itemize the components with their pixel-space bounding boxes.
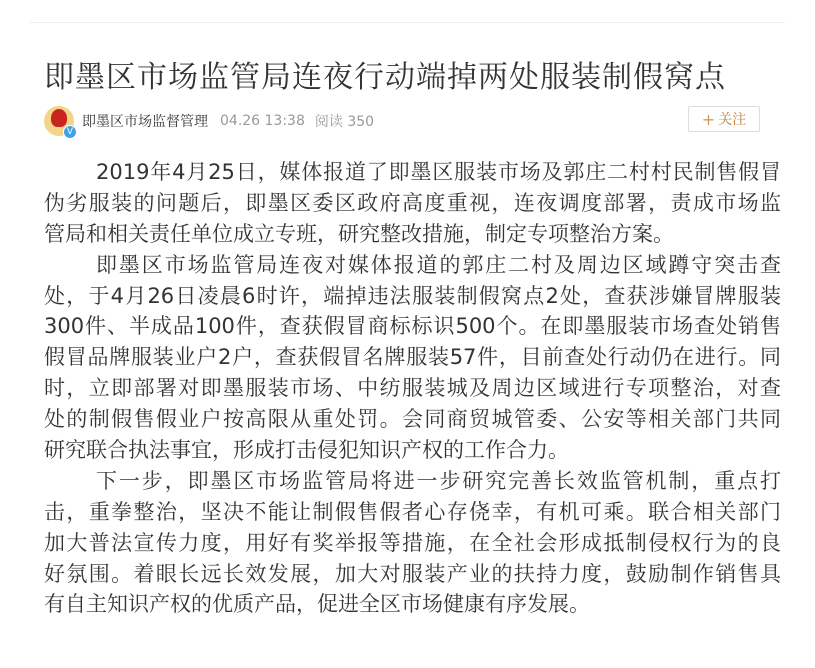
plus-icon: + <box>701 109 716 129</box>
paragraph-line: 管局和相关责任单位成立专班，研究整改措施，制定专项整治方案。 <box>44 221 674 246</box>
publish-time: 04.26 13:38 <box>220 113 305 129</box>
paragraph-line: 伪劣服装的问题后，即墨区委区政府高度重视，连夜调度部署，责成市场监 <box>44 190 781 215</box>
follow-label: 关注 <box>718 112 747 128</box>
paragraph <box>44 466 781 620</box>
paragraph-line: 研究联合执法事宜，形成打击侵犯知识产权的工作合力。 <box>44 438 569 463</box>
paragraph-line: 假冒品牌服装业户2户，查获假冒名牌服装57件，目前查处行动仍在进行。同 <box>44 345 781 370</box>
author-name[interactable]: 即墨区市场监督管理 <box>82 114 208 130</box>
paragraph-line: 击，重拳整治，坚决不能让制假售假者心存侥幸，有机可乘。联合相关部门 <box>44 499 781 524</box>
paragraph <box>44 157 781 250</box>
paragraph-line: 下一步，即墨区市场监管局将进一步研究完善长效监管机制，重点打 <box>96 468 781 493</box>
paragraph-line: 即墨区市场监管局连夜对媒体报道的郭庄二村及周边区域蹲守突击查 <box>96 252 781 277</box>
paragraph-line: 加大普法宣传力度，用好有奖举报等措施，在全社会形成抵制侵权行为的良 <box>44 530 781 555</box>
paragraph-line: 2019年4月25日，媒体报道了即墨区服装市场及郭庄二村村民制售假冒 <box>96 160 781 184</box>
article-meta <box>44 106 384 136</box>
top-divider <box>30 22 785 23</box>
verified-badge-icon: V <box>63 125 77 139</box>
paragraph-line: 处的制假售假业户按高限从重处罚。会同商贸城管委、公安等相关部门共同 <box>44 407 781 432</box>
paragraph-line: 处，于4月26日凌晨6时许，端掉违法服装制假窝点2处，查获涉嫌冒牌服装 <box>44 283 781 308</box>
paragraph-line: 好氛围。着眼长远长效发展，加大对服装产业的扶持力度，鼓励制作销售具 <box>44 561 781 586</box>
author-avatar[interactable] <box>44 106 74 136</box>
follow-button[interactable] <box>688 106 760 132</box>
emblem-icon <box>51 109 67 127</box>
article-body <box>44 157 781 620</box>
paragraph <box>44 250 781 466</box>
paragraph-line: 时，立即部署对即墨服装市场、中纺服装城及周边区域进行专项整治，对查 <box>44 376 781 401</box>
read-count: 阅读 350 <box>314 114 375 130</box>
paragraph-line: 300件、半成品100件，查获假冒商标标识500个。在即墨服装市场查处销售 <box>44 314 781 339</box>
paragraph-line: 有自主知识产权的优质产品，促进全区市场健康有序发展。 <box>44 592 590 617</box>
article-title: 即墨区市场监管局连夜行动端掉两处服装制假窝点 <box>44 60 726 95</box>
